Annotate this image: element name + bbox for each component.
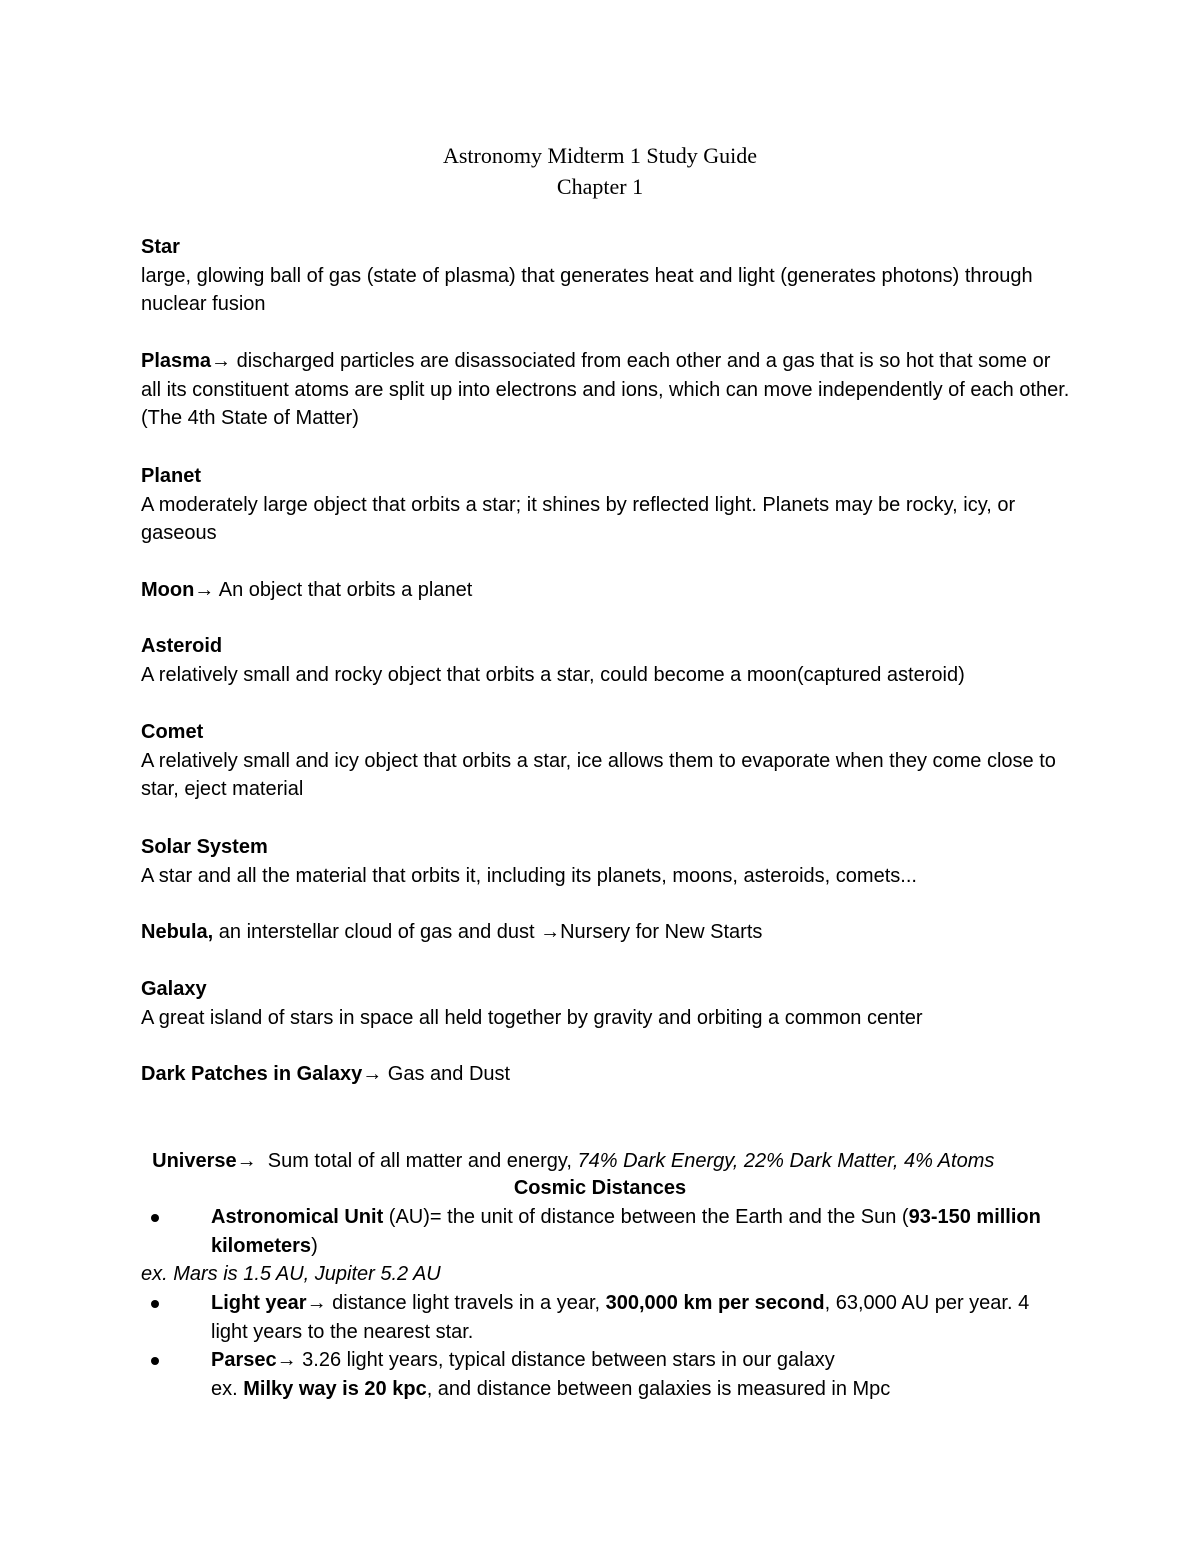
term: Dark Patches in Galaxy	[141, 1063, 363, 1085]
term: Light year→	[211, 1292, 327, 1314]
bullet-light-year	[211, 1289, 1071, 1346]
definition-dark-patches	[141, 1060, 1071, 1089]
term: Astronomical Unit	[211, 1206, 384, 1228]
bullet-parsec	[211, 1346, 1071, 1403]
example-bold: Milky way is 20 kpc	[243, 1377, 427, 1400]
term: Solar System	[141, 836, 268, 858]
term: Galaxy	[141, 978, 207, 1000]
definition-text: A relatively small and rocky object that orbits a star, could become a moon(captured asteroid)	[141, 663, 965, 686]
definition-galaxy	[141, 975, 1071, 1032]
speed-value: 300,000 km per second	[605, 1292, 825, 1314]
term: Parsec→	[211, 1349, 297, 1371]
definition-asteroid	[141, 632, 1071, 689]
definition-moon	[141, 576, 1071, 605]
definition-comet	[141, 718, 1071, 804]
definition-nebula	[141, 918, 1071, 947]
definition-text: distance light travels in a year,	[326, 1292, 606, 1314]
example-prefix: ex.	[211, 1377, 244, 1400]
definition-text: (AU)= the unit of distance between the Earth and the Sun (	[383, 1206, 909, 1228]
bullet-icon	[151, 1214, 159, 1222]
bullet-icon	[151, 1300, 159, 1308]
definition-text: A relatively small and icy object that orbits a star, ice allows them to evaporate when they come close to star, eject material	[141, 749, 1056, 801]
definition-planet	[141, 462, 1071, 548]
definition-text: An object that orbits a planet	[214, 579, 473, 601]
term: Star	[141, 236, 180, 258]
closing-paren: )	[311, 1234, 318, 1257]
term: Asteroid	[141, 635, 223, 657]
definition-universe	[141, 1118, 1071, 1175]
example-text: , and distance between galaxies is measured in Mpc	[426, 1377, 891, 1400]
definition-text: discharged particles are disassociated from each other and a gas that is so hot that some or all its constituent atoms are split up into electrons and ions, which can move independently of each other. (The 4th State of Matter)	[141, 350, 1070, 430]
definition-text-2: , 63,000 AU per year. 4 light years to the nearest star.	[211, 1292, 1030, 1343]
definition-text: an interstellar cloud of gas and dust →Nursery for New Starts	[213, 921, 763, 943]
composition-text: 74% Dark Energy, 22% Dark Matter, 4% Atoms	[577, 1149, 995, 1172]
definition-text: A great island of stars in space all held together by gravity and orbiting a common center	[141, 1006, 923, 1029]
term: Planet	[141, 465, 202, 487]
term: Nebula,	[141, 921, 214, 943]
definition-text: Sum total of all matter and energy,	[256, 1149, 578, 1172]
section-heading-cosmic-distances: Cosmic Distances	[513, 1177, 687, 1199]
definition-star	[141, 233, 1071, 319]
definition-text: 3.26 light years, typical distance between stars in our galaxy	[296, 1349, 835, 1371]
definition-text: A star and all the material that orbits it, including its planets, moons, asteroids, comets...	[141, 864, 917, 887]
term: Comet	[141, 721, 204, 743]
term: Moon→	[141, 579, 215, 601]
definition-text: → Gas and Dust	[362, 1063, 511, 1085]
bullet-icon	[151, 1357, 159, 1365]
definition-text: large, glowing ball of gas (state of plasma) that generates heat and light (generates photons) through nuclear fusion	[141, 264, 1033, 316]
definition-text: A moderately large object that orbits a star; it shines by reflected light. Planets may be rocky, icy, or gaseous	[141, 493, 1016, 545]
distance-value: 93-150 million kilometers	[211, 1206, 1041, 1257]
definition-solar-system	[141, 833, 1071, 890]
chapter-heading: Chapter 1	[556, 174, 644, 199]
definition-plasma	[141, 347, 1071, 433]
example-planets: ex. Mars is 1.5 AU, Jupiter 5.2 AU	[141, 1263, 441, 1285]
term: Universe→	[152, 1149, 257, 1172]
bullet-astronomical-unit	[211, 1203, 1071, 1260]
term: Plasma→	[141, 350, 232, 372]
document-title: Astronomy Midterm 1 Study Guide	[442, 143, 758, 168]
